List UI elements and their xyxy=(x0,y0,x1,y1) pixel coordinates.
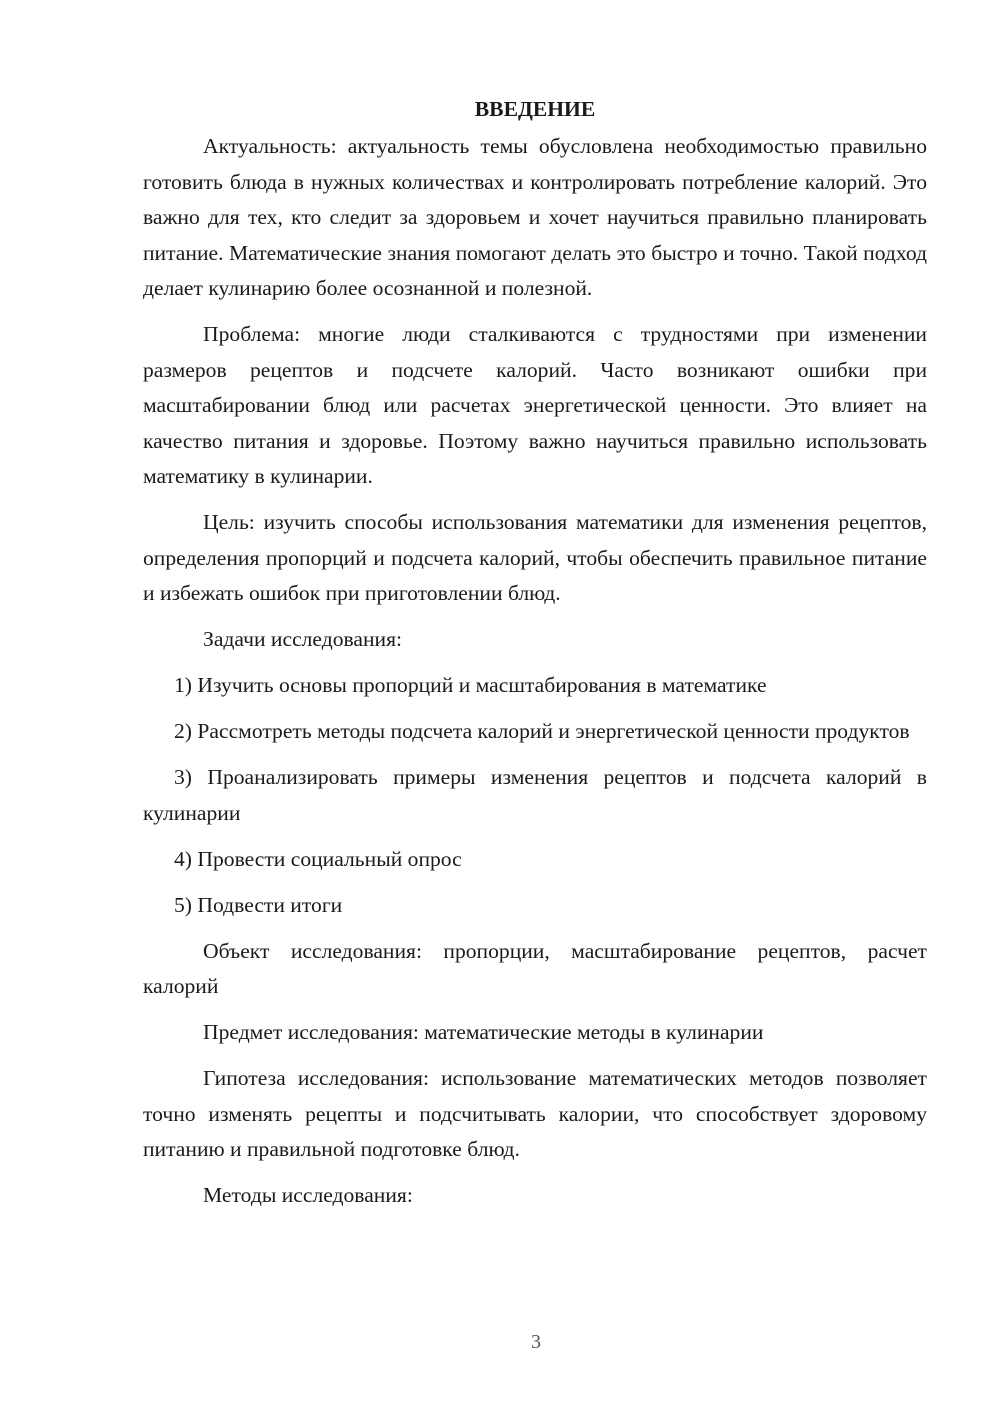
task-item: 4) Провести социальный опрос xyxy=(174,846,462,871)
problem-paragraph: Проблема: многие люди сталкиваются с трудностями при изменении размеров рецептов и подсчете калорий. Часто возникают ошибки при масштабировании блюд или расчетах энергетической ценности. Это влияет на качество питания и здоровье. Поэтому важно научиться правильно использовать математику в кулинарии. xyxy=(143,322,927,488)
document-page xyxy=(143,92,927,1224)
object-paragraph: Объект исследования: пропорции, масштабирование рецептов, расчет калорий xyxy=(143,938,927,998)
tasks-intro: Задачи исследования: xyxy=(203,627,403,651)
methods-paragraph: Методы исследования: xyxy=(203,1183,413,1207)
hypothesis-paragraph: Гипотеза исследования: использование математических методов позволяет точно изменять рецепты и подсчитывать калории, что способствует здоровому питанию и правильной подготовке блюд. xyxy=(143,1066,927,1161)
task-item: 5) Подвести итоги xyxy=(174,892,343,917)
task-item: 3) Проанализировать примеры изменения рецептов и подсчета калорий в кулинарии xyxy=(143,765,927,825)
page-number: 3 xyxy=(531,1331,541,1353)
subject-paragraph: Предмет исследования: математические методы в кулинарии xyxy=(203,1020,764,1044)
task-item: 1) Изучить основы пропорций и масштабирования в математике xyxy=(174,673,767,697)
section-heading: ВВЕДЕНИЕ xyxy=(474,97,596,121)
goal-paragraph: Цель: изучить способы использования математики для изменения рецептов, определения пропорций и подсчета калорий, чтобы обеспечить правильное питание и избежать ошибок при приготовлении блюд. xyxy=(143,510,927,605)
tasks-list xyxy=(143,668,927,923)
task-item: 2) Рассмотреть методы подсчета калорий и энергетической ценности продуктов xyxy=(174,719,910,743)
relevance-paragraph: Актуальность: актуальность темы обусловлена необходимостью правильно готовить блюда в нужных количествах и контролировать потребление калорий. Это важно для тех, кто следит за здоровьем и хочет научиться правильно планировать питание. Математические знания помогают делать это быстро и точно. Такой подход делает кулинарию более осознанной и полезной. xyxy=(143,134,927,300)
